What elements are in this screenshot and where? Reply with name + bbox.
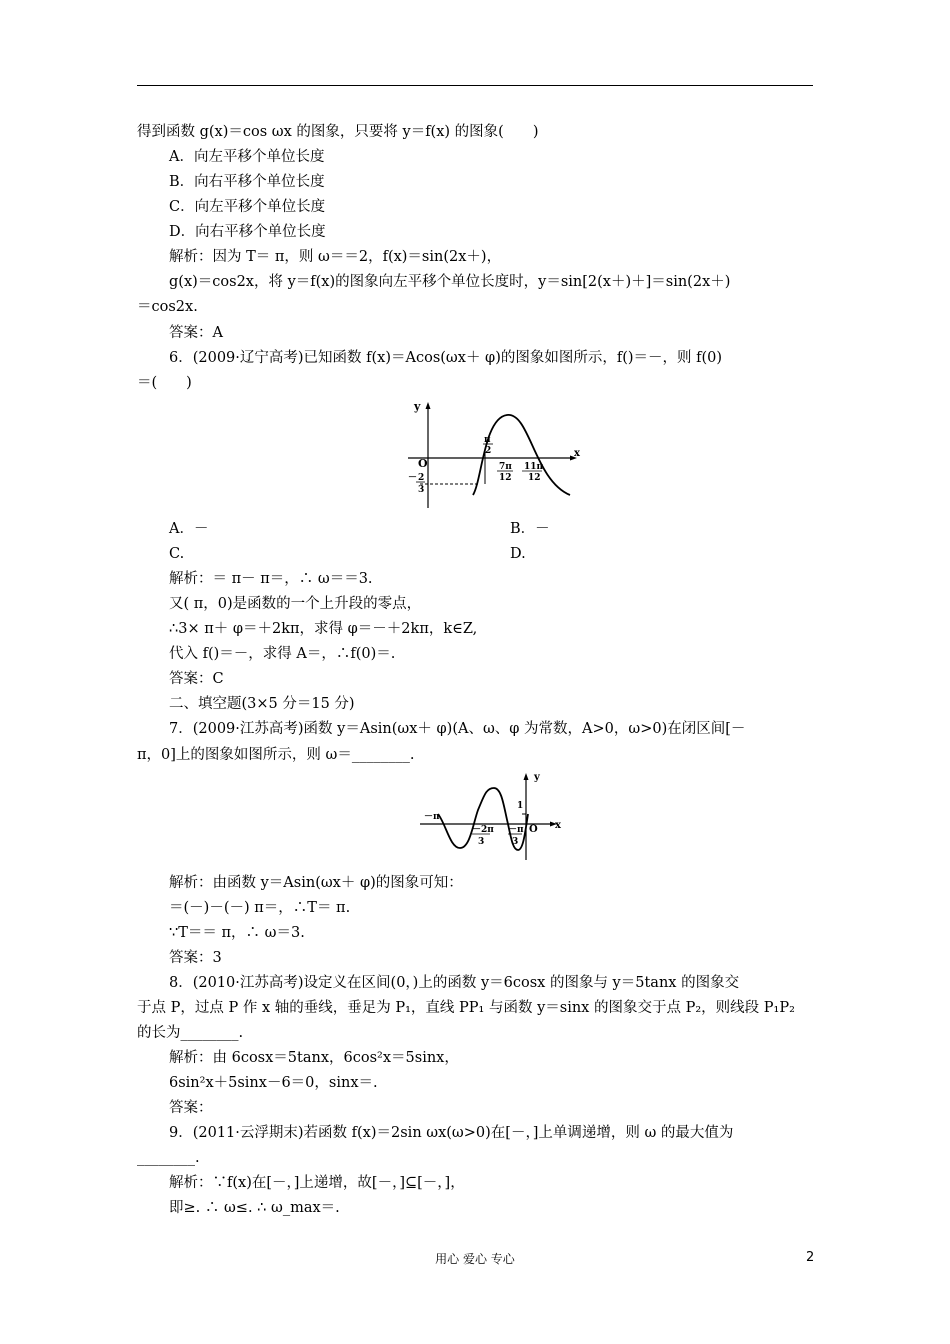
y-axis-arrow-icon [524,773,529,780]
label-neg-pi: －π [424,812,440,822]
figure-1 [400,400,585,512]
label-neg-2pi-over-3-num: －2π [472,825,494,835]
question-8-cont: 的长为________. [137,1025,244,1041]
solution-line: 6sin²x＋5sinx－6＝0，sinx＝. [169,1075,378,1091]
answer-line: 答案：A [169,325,223,341]
option-a: A．向左平移个单位长度 [169,149,325,165]
question-8: 8．(2010·江苏高考)设定义在区间(0，)上的函数 y＝6cosx 的图象与 y＝5tanx 的图象交 [169,975,740,991]
option-b: B．向右平移个单位长度 [169,174,325,190]
solution-line: 解析：由 6cosx＝5tanx，6cos²x＝5sinx， [169,1050,459,1066]
origin-label: O [418,457,428,470]
solution-line: 代入 f()＝－，求得 A＝，∴f(0)＝. [169,646,396,662]
solution-line: ∵T＝＝ π，∴ ω＝3. [169,925,305,941]
question-6-cont: ＝( ) [137,375,192,391]
label-11pi-over-12-den: 12 [528,473,541,483]
option-d: D．向右平移个单位长度 [169,224,326,240]
question-9: 9．(2011·云浮期末)若函数 f(x)＝2sin ωx(ω>0)在[－，]上单调递增，则 ω 的最大值为 [169,1125,734,1141]
answer-line: 答案： [169,1100,213,1116]
y-label: y [414,400,421,413]
solution-line: 解析：因为 T＝ π，则 ω＝＝2，f(x)＝sin(2x＋)， [169,249,502,265]
option-c: C．向左平移个单位长度 [169,199,326,215]
solution-line: ＝(－)－(－) π＝，∴T＝ π. [169,900,351,916]
label-11pi-over-12-num: 11π [524,462,544,472]
label-2-over-3-den: 3 [418,485,425,495]
x-label: x [574,448,580,459]
solution-line: 又( π，0)是函数的一个上升段的零点， [169,596,422,612]
question-8-cont: 于点 P，过点 P 作 x 轴的垂线，垂足为 P₁，直线 PP₁ 与函数 y＝sinx 的图象交于点 P₂，则线段 P₁P₂ [137,1000,795,1016]
label-neg-pi-over-3-num: －π [508,825,524,835]
page-footer: 用心 爱心 专心 [435,1252,515,1266]
label-neg-2pi-over-3-den: 3 [478,837,485,847]
question-7-cont: π，0]上的图象如图所示，则 ω＝________. [137,747,415,763]
answer-line: 答案：C [169,671,224,687]
header-rule [137,85,813,86]
question-9-cont: ________. [137,1150,200,1166]
solution-line: g(x)＝cos2x，将 y＝f(x)的图象向左平移个单位长度时，y＝sin[2(x＋)＋]＝sin(2x＋) [169,274,731,290]
solution-line: 解析：由函数 y＝Asin(ωx＋ φ)的图象可知： [169,875,463,891]
origin-label: O [529,824,538,835]
x-label: x [555,820,561,831]
solution-line: ＝cos2x. [137,299,198,315]
choice-b: B．－ [510,521,550,537]
label-neg-sign: － [408,473,418,483]
section-heading: 二、填空题(3×5 分＝15 分) [169,696,355,712]
label-pi-over-2-num: π [484,435,491,445]
text-line: 得到函数 g(x)＝cos ωx 的图象，只要将 y＝f(x) 的图象( ) [137,124,539,140]
question-7: 7．(2009·江苏高考)函数 y＝Asin(ωx＋ φ)(A、ω、φ 为常数，A>0，ω>0)在闭区间[－ [169,721,746,737]
label-pi-over-2-den: 2 [485,446,492,456]
choice-c: C. [169,546,185,562]
label-neg-pi-over-3-den: 3 [512,837,519,847]
label-one: 1 [517,801,524,811]
question-6: 6．(2009·辽宁高考)已知函数 f(x)＝Acos(ωx＋ φ)的图象如图所示，f()＝－，则 f(0) [169,350,723,366]
solution-line: 解析：∵f(x)在[－，]上递增，故[－，]⊆[－，]， [169,1175,465,1191]
label-2-over-3-num: 2 [418,473,425,483]
solution-line: ∴3× π＋ φ＝＋2kπ，求得 φ＝－＋2kπ，k∈Z, [169,621,478,637]
y-axis-arrow-icon [426,402,431,409]
y-label: y [534,772,540,783]
choice-a: A．－ [169,521,209,537]
figure-2 [418,768,568,864]
solution-line: 解析：＝ π－ π＝，∴ ω＝＝3. [169,571,373,587]
answer-line: 答案：3 [169,950,222,966]
label-7pi-over-12-num: 7π [499,462,512,472]
label-7pi-over-12-den: 12 [499,473,512,483]
choice-d: D. [510,546,526,562]
solution-line: 即≥. ∴ ω≤. ∴ ω_max＝. [169,1200,340,1216]
page-number: 2 [806,1250,815,1265]
